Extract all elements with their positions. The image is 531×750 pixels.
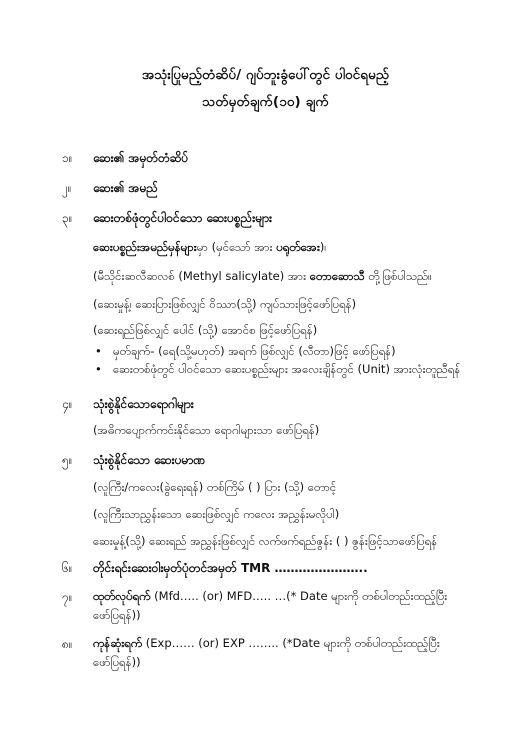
item-number: ၂။: [62, 181, 72, 195]
ingredients-note-powder: (ဆေးမှုန့်၊ ဆေးပြားဖြစ်လျှင် ဝိဿာ(သို့) ကျပ်သားဖြင့်ဖော်ပြရန်): [93, 297, 357, 311]
item-number: ၃။: [62, 211, 73, 225]
ingredients-bullet-list: [93, 342, 460, 378]
item-number: ၈။: [62, 637, 73, 651]
mfd-note: (Mfd….. (or) MFD….. …(* Date များကို တစ်ပါတည်းထည့်ပြီး ဖော်ပြရန်)): [93, 589, 448, 622]
item-heading-name: ဆေး၏ အမည်: [93, 181, 159, 195]
document-title-line1: အသုံးပြုမည့်တံဆိပ်/ ဂျပ်ဘူးခွံပေါ်တွင် ပါဝင်ရမည့်: [141, 67, 390, 83]
item-heading-mfd: ထုတ်လုပ်ရက်: [93, 589, 151, 603]
item-number: ၇။: [62, 590, 73, 604]
list-item: • မှတ်ချက်- (ရေ(သို့မဟုတ်) အရက် ဖြစ်လျှင် (လီတာ)ဖြင့် ဖော်ပြရန်): [95, 344, 396, 358]
item-number: ၄။: [62, 397, 73, 411]
expiry-date-block: [93, 634, 453, 672]
dosage-line-2: (လူကြီးသာညွှန်းသော ဆေးဖြစ်လျှင် ကလေး အညွှန်းမလိုပါ): [93, 507, 340, 521]
list-item: • ဆေးတစ်ဖုံတွင် ပါဝင်သော ဆေးပစ္စည်းများ အလေးချိန်တွင် (Unit) အားလုံးတူညီရန်: [95, 362, 461, 376]
item-number: ၁။: [62, 151, 73, 165]
item-heading-dosage: သုံးစွဲနိုင်သော ဆေးပမာဏ: [93, 453, 206, 467]
item-number: ၆။: [62, 561, 73, 575]
item-heading-exp: ကုန်ဆုံးရက်: [93, 636, 143, 650]
item-heading-registration: တိုင်းရင်းဆေးဝါးမှတ်ပုံတင်အမှတ် TMR …………………..: [93, 561, 368, 575]
ingredients-line-2: (မီသိုင်းဆလီဆလစ် (Methyl salicylate) အား တောဆောသီ တို့ဖြစ်ပါသည်။: [93, 269, 432, 283]
exp-note: (Exp…… (or) EXP …….. (*Date များကို တစ်ပါတည်းထည့်ပြီး ဖော်ပြရန်)): [93, 636, 440, 669]
dosage-line-3: ဆေးမှုန့်(သို့) ဆေးရည် အညွှန်းဖြစ်လျှင် လက်ဖက်ရည်ဇွန်း ( ) ဇွန်းဖြင့်သာဖော်ပြရန်: [93, 534, 438, 548]
ingredients-label: ဆေးပစ္စည်းအမည်မှန်များ: [93, 240, 197, 254]
dosage-line-1: (လူကြီး/ကလေး(ခွဲရေးရန်) တစ်ကြိမ် ( ) ပြား (သို့) တောင့်: [93, 480, 337, 494]
bullet-icon: •: [95, 362, 102, 376]
diseases-note: (အဓိကပျောက်ကင်းနိုင်သော ရောဂါများသာ ဖော်ပြရန်): [93, 423, 320, 437]
ingredients-line-1: ဆေးပစ္စည်းအမည်မှန်များမှာ (မှင်သော် အား ပရုတ်အေး)၊: [93, 240, 327, 254]
ingredients-note-liquid: (ဆေးရည်ဖြစ်လျှင် ပေါင် (သို့) အောင်စ ဖြင့်ဖော်ပြရန်): [93, 323, 318, 337]
item-heading-brand: ဆေး၏ အမှတ်တံဆိပ်: [93, 151, 189, 165]
item-heading-diseases: သုံးစွဲနိုင်သောရောဂါများ: [93, 397, 194, 411]
document-title-line2: သတ်မှတ်ချက်(၁၀) ချက်: [202, 94, 329, 110]
item-heading-ingredients: ဆေးတစ်ဖုံတွင်ပါဝင်သော ဆေးပစ္စည်းများ: [93, 211, 273, 225]
manufacture-date-block: [93, 587, 453, 625]
bullet-icon: •: [95, 344, 102, 358]
item-number: ၅။: [62, 453, 73, 467]
